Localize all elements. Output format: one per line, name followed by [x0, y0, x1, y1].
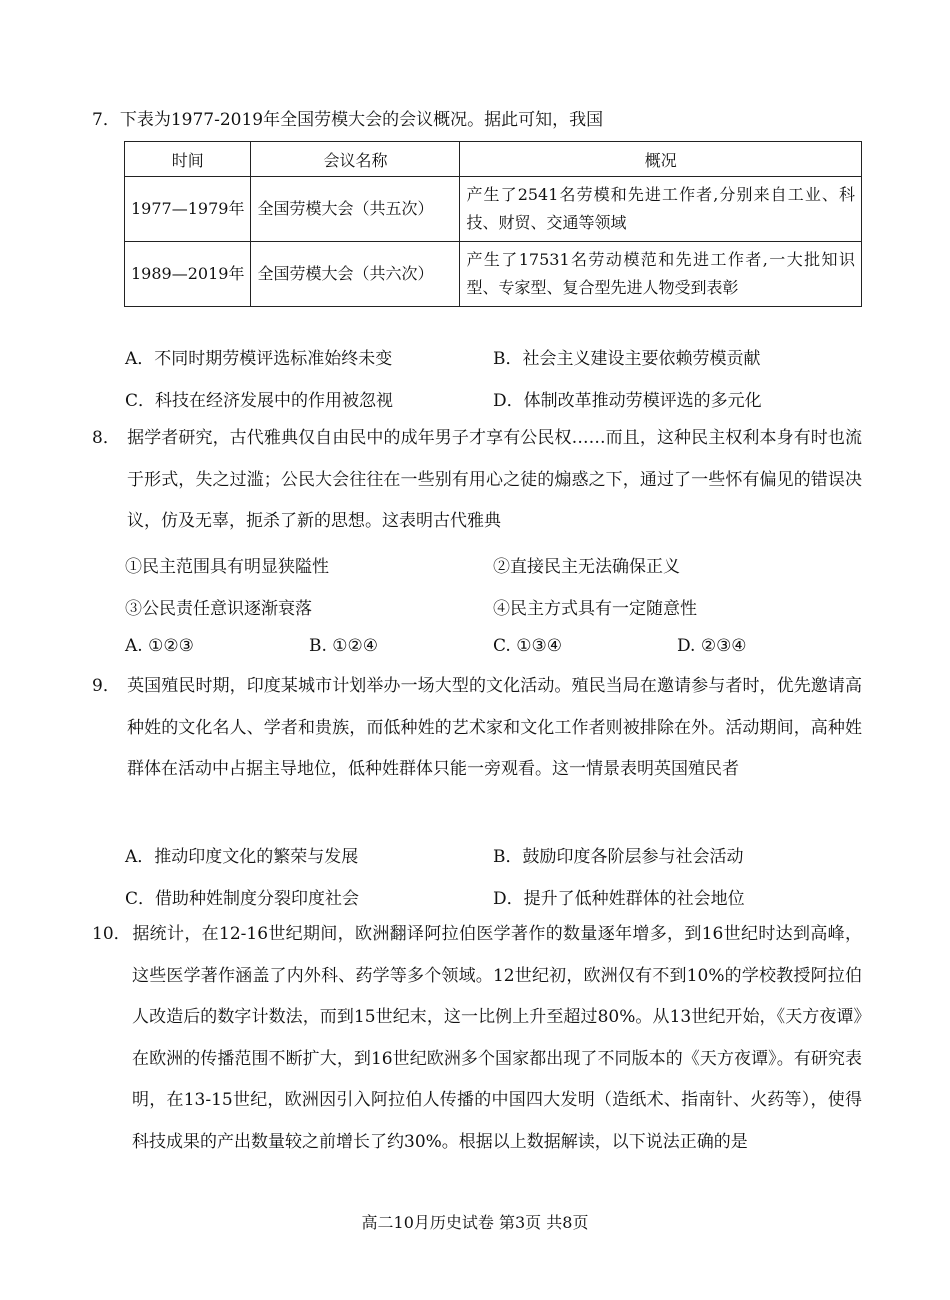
question-text: 下表为1977-2019年全国劳模大会的会议概况。据此可知，我国 — [119, 110, 604, 130]
option-d[interactable]: D. ②③④ — [677, 636, 747, 656]
question-text: 据统计，在12-16世纪期间，欧洲翻译阿拉伯医学著作的数量逐年增多，到16世纪时达到高峰，这些医学著作涵盖了内外科、药学等多个领域。12世纪初，欧洲仅有不到10%的学校教授阿拉伯人改造后的数字计数法，而到15世纪末，这一比例上升至超过80%。从13世纪开始，《天方夜谭》在欧洲的传播范围不断扩大，到16世纪欧洲多个国家都出现了不同版本的《天方夜谭》。有研究表明，在13-15世纪，欧洲因引入阿拉伯人传播的中国四大发明（造纸术、指南针、火药等），使得科技成果的产出数量较之前增长了约30%。根据以上数据解读，以下说法正确的是 — [132, 924, 862, 1152]
option-b[interactable]: B. ①②④ — [309, 636, 379, 656]
statement-item: ①民主范围具有明显狭隘性 — [125, 557, 329, 577]
meeting-table — [124, 141, 862, 307]
cell-meeting-name: 全国劳模大会（共五次） — [251, 177, 460, 242]
question-10-stem — [92, 914, 862, 1163]
option-c[interactable]: C．借助种姓制度分裂印度社会 — [125, 889, 360, 909]
option-c[interactable]: C．科技在经济发展中的作用被忽视 — [125, 391, 394, 411]
table-row — [125, 242, 862, 307]
cell-overview: 产生了17531名劳动模范和先进工作者,一大批知识型、专家型、复合型先进人物受到表彰 — [460, 242, 862, 307]
question-text: 英国殖民时期，印度某城市计划举办一场大型的文化活动。殖民当局在邀请参与者时，优先邀请高种姓的文化名人、学者和贵族，而低种姓的艺术家和文化工作者则被排除在外。活动期间，高种姓群体在活动中占据主导地位，低种姓群体只能一旁观看。这一情景表明英国殖民者 — [127, 676, 862, 779]
question-number: 8． — [92, 428, 120, 448]
cell-time: 1977—1979年 — [125, 177, 251, 242]
option-c[interactable]: C. ①③④ — [493, 636, 562, 656]
option-b[interactable]: B．鼓励印度各阶层参与社会活动 — [493, 847, 744, 867]
cell-time: 1989—2019年 — [125, 242, 251, 307]
question-number: 7． — [92, 110, 120, 130]
question-9-stem — [92, 666, 862, 791]
cell-meeting-name: 全国劳模大会（共六次） — [251, 242, 460, 307]
question-text: 据学者研究，古代雅典仅自由民中的成年男子才享有公民权……而且，这种民主权利本身有时也流于形式，失之过滥；公民大会往往在一些别有用心之徒的煽惑之下，通过了一些怀有偏见的错误决议，仿及无辜，扼杀了新的思想。这表明古代雅典 — [127, 428, 862, 531]
table-header-row — [125, 142, 862, 177]
cell-overview: 产生了2541名劳模和先进工作者,分别来自工业、科技、财贸、交通等领域 — [460, 177, 862, 242]
option-a[interactable]: A. ①②③ — [125, 636, 194, 656]
question-number: 10． — [92, 924, 131, 944]
option-d[interactable]: D．提升了低种姓群体的社会地位 — [493, 889, 745, 909]
header-time: 时间 — [125, 142, 251, 177]
option-b[interactable]: B．社会主义建设主要依赖劳模贡献 — [493, 349, 761, 369]
question-number: 9． — [92, 676, 120, 696]
header-meeting-name: 会议名称 — [251, 142, 460, 177]
question-8-stem — [92, 418, 862, 543]
option-a[interactable]: A．推动印度文化的繁荣与发展 — [125, 847, 359, 867]
page-footer: 高二10月历史试卷 第3页 共8页 — [361, 1213, 589, 1232]
table-row — [125, 177, 862, 242]
statement-item: ③公民责任意识逐渐衰落 — [125, 599, 312, 619]
option-d[interactable]: D．体制改革推动劳模评选的多元化 — [493, 391, 762, 411]
header-overview: 概况 — [460, 142, 862, 177]
statement-item: ②直接民主无法确保正义 — [493, 557, 680, 577]
statement-item: ④民主方式具有一定随意性 — [493, 599, 697, 619]
question-7-stem — [92, 100, 862, 142]
option-a[interactable]: A．不同时期劳模评选标准始终未变 — [125, 349, 393, 369]
